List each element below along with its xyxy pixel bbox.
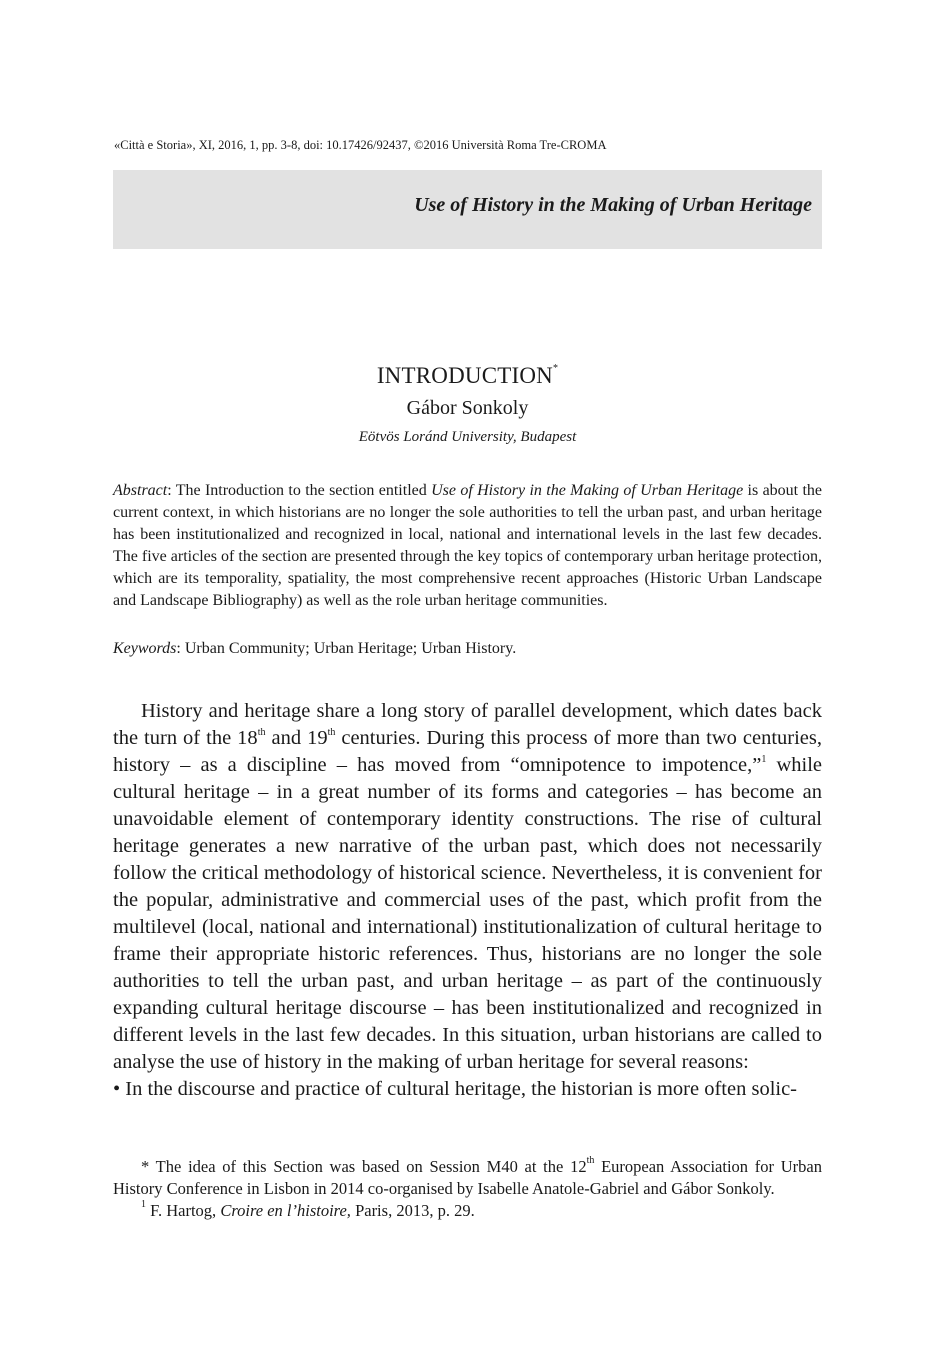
abstract-text-after: is about the current context, in which historians are no longer the sole authorities to tell the urban past, and urban heritage has been institutionalized and recognized in local, national and international levels in the last few decades. The five articles of the section are presented through the key topics of contemporary urban heritage protection, which are its temporality, spatiality, the most comprehensive recent approaches (Historic Urban Landscape and Landscape Bibliography) as well as the role urban heritage communities. bbox=[113, 482, 823, 609]
body-text-segment: History and heritage share a long story of parallel development, which dates back the turn of the 18 bbox=[113, 700, 822, 749]
body-text-segment: and 19 bbox=[265, 727, 328, 749]
footnote-reference-1[interactable]: 1 bbox=[761, 754, 767, 765]
body-text bbox=[113, 698, 822, 1103]
footnote-1 bbox=[113, 1200, 822, 1222]
author-name: Gábor Sonkoly bbox=[406, 397, 529, 419]
journal-citation: «Città e Storia», XI, 2016, 1, pp. 3-8, doi: 10.17426/92437, ©2016 Università Roma Tre-CROMA bbox=[114, 138, 607, 152]
footnote-author: F. Hartog, bbox=[146, 1201, 221, 1220]
ordinal-superscript: th bbox=[327, 727, 336, 738]
bullet-item: • In the discourse and practice of cultural heritage, the historian is more often solic- bbox=[113, 1078, 798, 1100]
ordinal-superscript: th bbox=[257, 727, 266, 738]
abstract-text-before: : The Introduction to the section entitled bbox=[167, 482, 432, 499]
abstract-italic-title: Use of History in the Making of Urban Heritage bbox=[431, 482, 744, 499]
body-text-segment: while cultural heritage – in a great number of its forms and categories – has become an unavoidable element of contemporary identity constructions. The rise of cultural heritage generates a new narrative of the urban past, which does not necessarily follow the critical methodology of historical science. Nevertheless, it is convenient for the popular, administrative and commercial uses of the past, which profit from the multilevel (local, national and international) institutionalization of cultural heritage to frame their appropriate historic references. Thus, historians are no longer the sole authorities to tell the urban past, and urban heritage – as part of the continuously expanding cultural heritage discourse – has been institutionalized and recognized in different levels in the last few decades. In this situation, urban historians are called to analyse the use of history in the making of urban heritage for several reasons: bbox=[113, 754, 822, 1073]
article-title bbox=[0, 363, 935, 389]
footnote-text: European Association for Urban History Conference in Lisbon in 2014 co-organised by Isabelle Anatole-Gabriel and Gábor Sonkoly. bbox=[113, 1157, 822, 1198]
keywords-text: : Urban Community; Urban Heritage; Urban History. bbox=[176, 640, 517, 657]
body-paragraph bbox=[113, 698, 822, 1076]
article-title-text: INTRODUCTION bbox=[376, 363, 553, 388]
section-title: Use of History in the Making of Urban Heritage bbox=[414, 194, 812, 216]
section-banner bbox=[113, 170, 822, 249]
footnote-text: * The idea of this Section was based on Session M40 at the 12 bbox=[141, 1157, 587, 1176]
footnote-number: 1 bbox=[141, 1199, 146, 1210]
ordinal-superscript: th bbox=[586, 1155, 595, 1166]
title-footnote-mark[interactable]: * bbox=[552, 363, 559, 374]
abstract bbox=[113, 480, 822, 612]
keywords-label: Keywords bbox=[113, 640, 177, 657]
footnote-work-title: Croire en l’histoire, bbox=[220, 1201, 351, 1220]
footnote-star bbox=[113, 1156, 822, 1200]
body-text-segment: centuries. During this process of more than two centuries, history – as a discipline – has moved from “omnipotence to impotence,” bbox=[113, 727, 822, 776]
footnote-text: Paris, 2013, p. 29. bbox=[350, 1201, 475, 1220]
footnotes bbox=[113, 1156, 822, 1222]
keywords bbox=[113, 638, 822, 660]
abstract-label: Abstract bbox=[113, 482, 168, 499]
author-affiliation: Eötvös Loránd University, Budapest bbox=[358, 429, 577, 445]
